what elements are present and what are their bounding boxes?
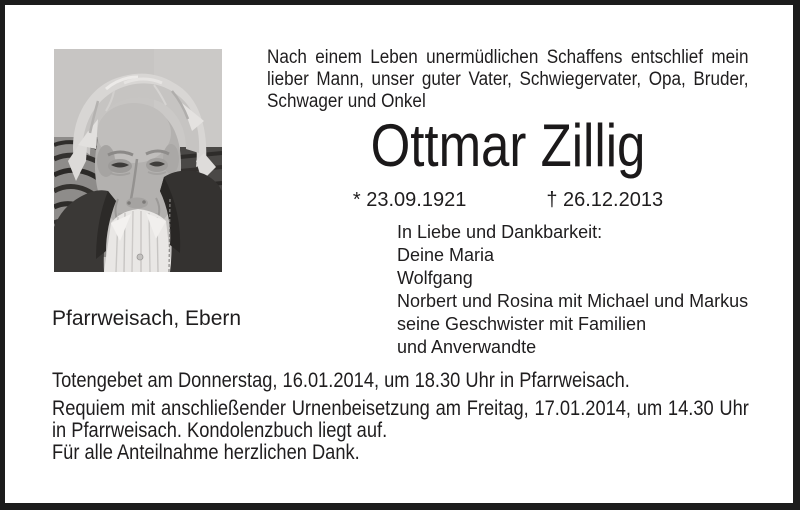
mourner-list [397, 221, 748, 359]
life-dates [267, 188, 749, 212]
announcements [52, 370, 749, 464]
intro-text: Nach einem Leben unermüdlichen Schaffens entschlief mein lieber Mann, unser guter Vater, Schwiegervater, Opa, Bruder, Schwager und Onkel [267, 47, 749, 112]
portrait-photo [54, 49, 222, 272]
mourner-item: und Anverwandte [397, 337, 537, 357]
thanks-line: Für alle Anteilnahme herzlichen Dank. [52, 441, 360, 464]
deceased-name: Ottmar Zillig [370, 112, 646, 179]
dedication-line: In Liebe und Dankbarkeit: [397, 222, 603, 242]
totengebet-line: Totengebet am Donnerstag, 16.01.2014, um 18.30 Uhr in Pfarrweisach. [52, 369, 630, 392]
mourner-item: seine Geschwister mit Familien [397, 314, 647, 334]
places-line: Pfarrweisach, Ebern [52, 307, 242, 330]
requiem-line: Requiem mit anschließender Urnenbeisetzung am Freitag, 17.01.2014, um 14.30 Uhr in Pfarrweisach. Kondolenzbuch liegt auf. [52, 397, 749, 442]
intro-paragraph [267, 47, 749, 113]
mourner-item: Deine Maria [397, 245, 495, 265]
mourner-item: Wolfgang [397, 268, 473, 288]
portrait-photo-graphic [54, 49, 222, 272]
death-date: † 26.12.2013 [546, 189, 664, 211]
mourner-item: Norbert und Rosina mit Michael und Markus [397, 291, 749, 311]
announcements-text [52, 370, 749, 464]
birth-date: * 23.09.1921 [352, 189, 467, 211]
